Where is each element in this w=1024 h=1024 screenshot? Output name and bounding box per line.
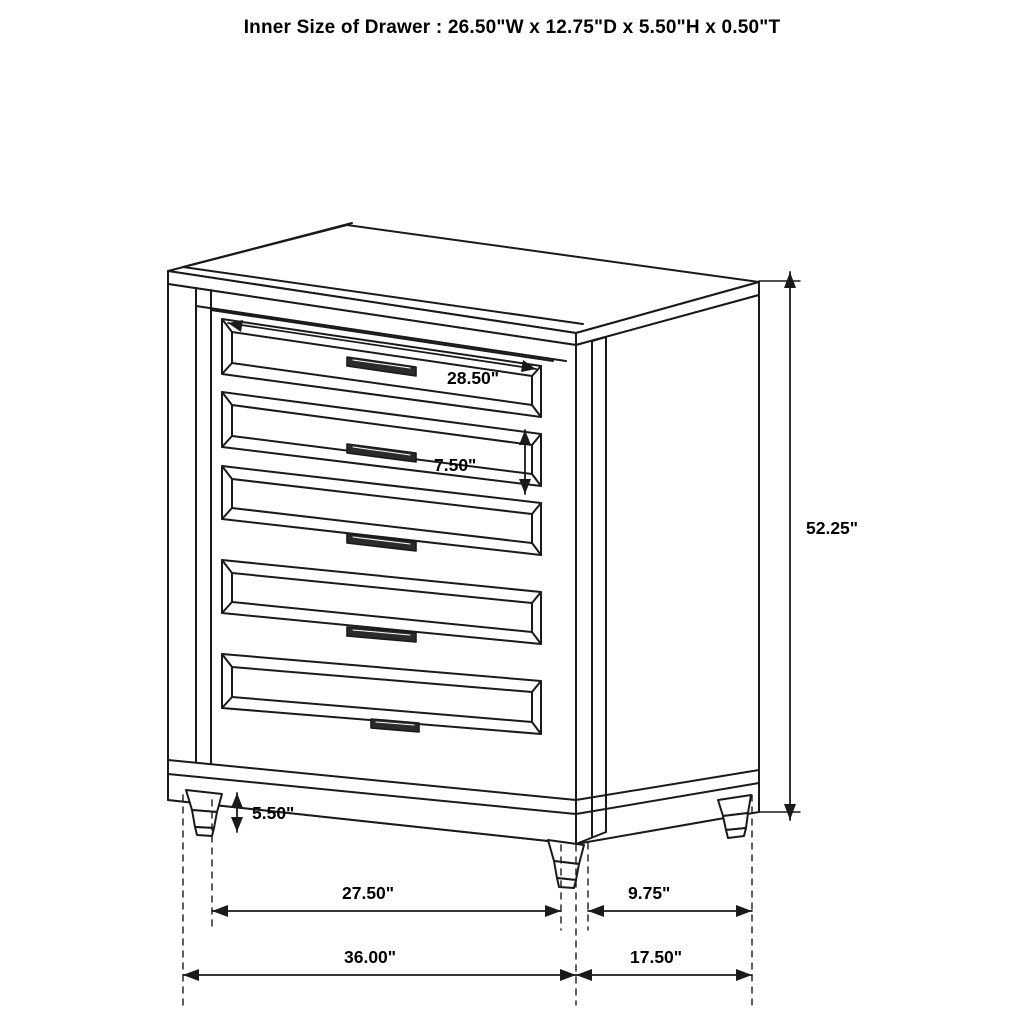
dimension-case-depth	[588, 905, 752, 917]
page-title: Inner Size of Drawer : 26.50"W x 12.75"D x 5.50"H x 0.50"T	[243, 17, 781, 38]
leg-back-right	[718, 795, 751, 838]
dimension-overall-depth	[576, 969, 752, 981]
label-total-height: 52.25"	[806, 518, 859, 538]
label-case-depth: 9.75"	[628, 883, 671, 903]
chest-side-panel	[566, 295, 759, 844]
dimension-total-height	[759, 272, 800, 820]
dimension-overall-width	[183, 969, 576, 981]
label-case-width: 27.50"	[342, 883, 395, 903]
dimension-case-width	[212, 905, 561, 917]
label-leg-height: 5.50"	[252, 803, 295, 823]
label-drawer-width: 28.50"	[447, 368, 500, 388]
label-overall-depth: 17.50"	[630, 947, 683, 967]
leg-front-left	[186, 790, 222, 836]
leg-front-right	[548, 840, 584, 888]
label-overall-width: 36.00"	[344, 947, 397, 967]
label-drawer-front-height: 7.50"	[434, 455, 477, 475]
